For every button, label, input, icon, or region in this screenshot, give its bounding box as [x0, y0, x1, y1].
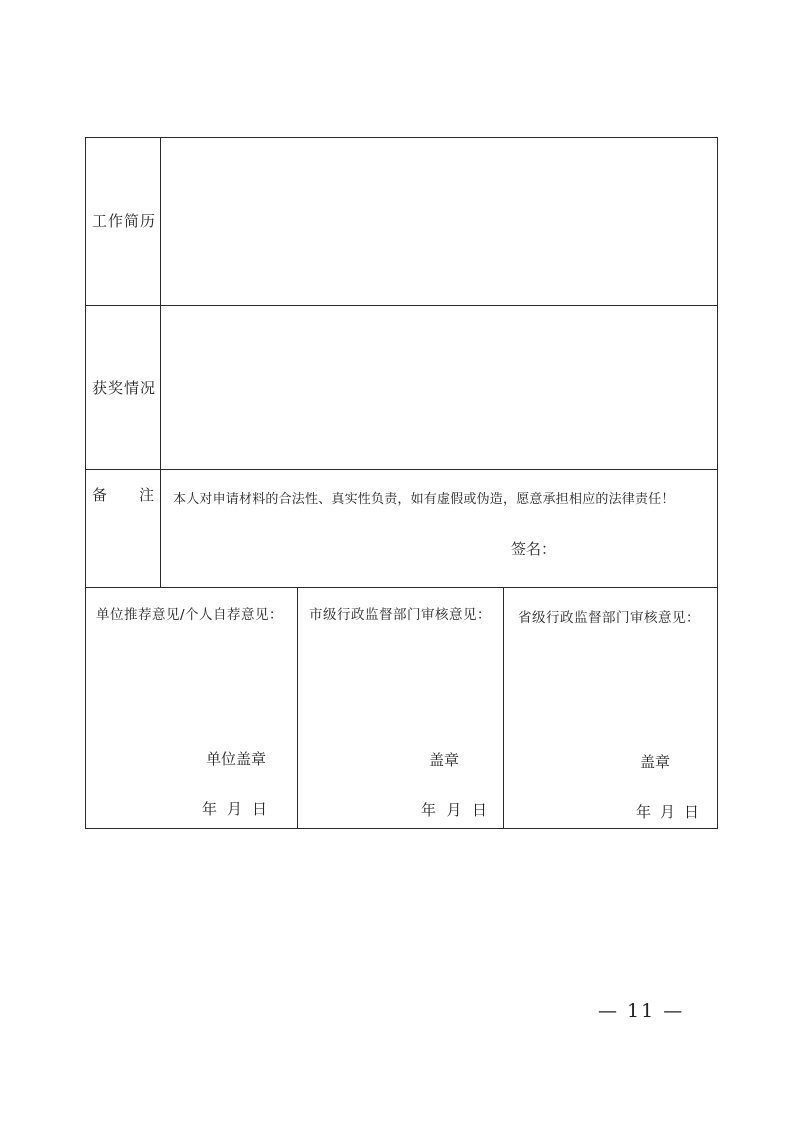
remarks-label-char-2: 注 — [139, 486, 156, 504]
row-divider-2 — [85, 469, 718, 470]
date-day: 日 — [251, 800, 267, 818]
date-month: 月 — [446, 801, 462, 819]
date-day: 日 — [471, 801, 487, 819]
page-number: — 11 — — [598, 1000, 685, 1022]
date-year: 年 — [421, 801, 437, 819]
signature-label: 签名： — [511, 540, 557, 558]
date-year: 年 — [636, 803, 652, 821]
work-history-field[interactable] — [162, 139, 716, 304]
province-seal-label: 盖章 — [640, 753, 671, 771]
declaration-text: 本人对申请材料的合法性、真实性负责，如有虚假或伪造，愿意承担相应的法律责任！ — [173, 492, 675, 507]
city-seal-label: 盖章 — [429, 751, 460, 769]
opinion-divider-1 — [297, 587, 298, 829]
work-history-label: 工作简历 — [92, 212, 157, 230]
remarks-label-char-1: 备 — [92, 486, 109, 504]
city-date-line — [421, 801, 487, 819]
date-month: 月 — [659, 803, 675, 821]
date-day: 日 — [683, 803, 699, 821]
province-review-title: 省级行政监督部门审核意见： — [518, 610, 700, 626]
awards-field[interactable] — [162, 307, 716, 468]
row-divider-3 — [85, 587, 718, 588]
awards-label: 获奖情况 — [92, 379, 157, 397]
unit-date-line — [202, 800, 267, 818]
province-date-line — [636, 803, 699, 821]
unit-recommendation-title: 单位推荐意见/个人自荐意见： — [96, 607, 284, 623]
opinion-divider-2 — [503, 587, 504, 829]
unit-seal-label: 单位盖章 — [206, 750, 267, 768]
city-review-title: 市级行政监督部门审核意见： — [309, 607, 491, 623]
date-year: 年 — [202, 800, 218, 818]
date-month: 月 — [226, 800, 242, 818]
